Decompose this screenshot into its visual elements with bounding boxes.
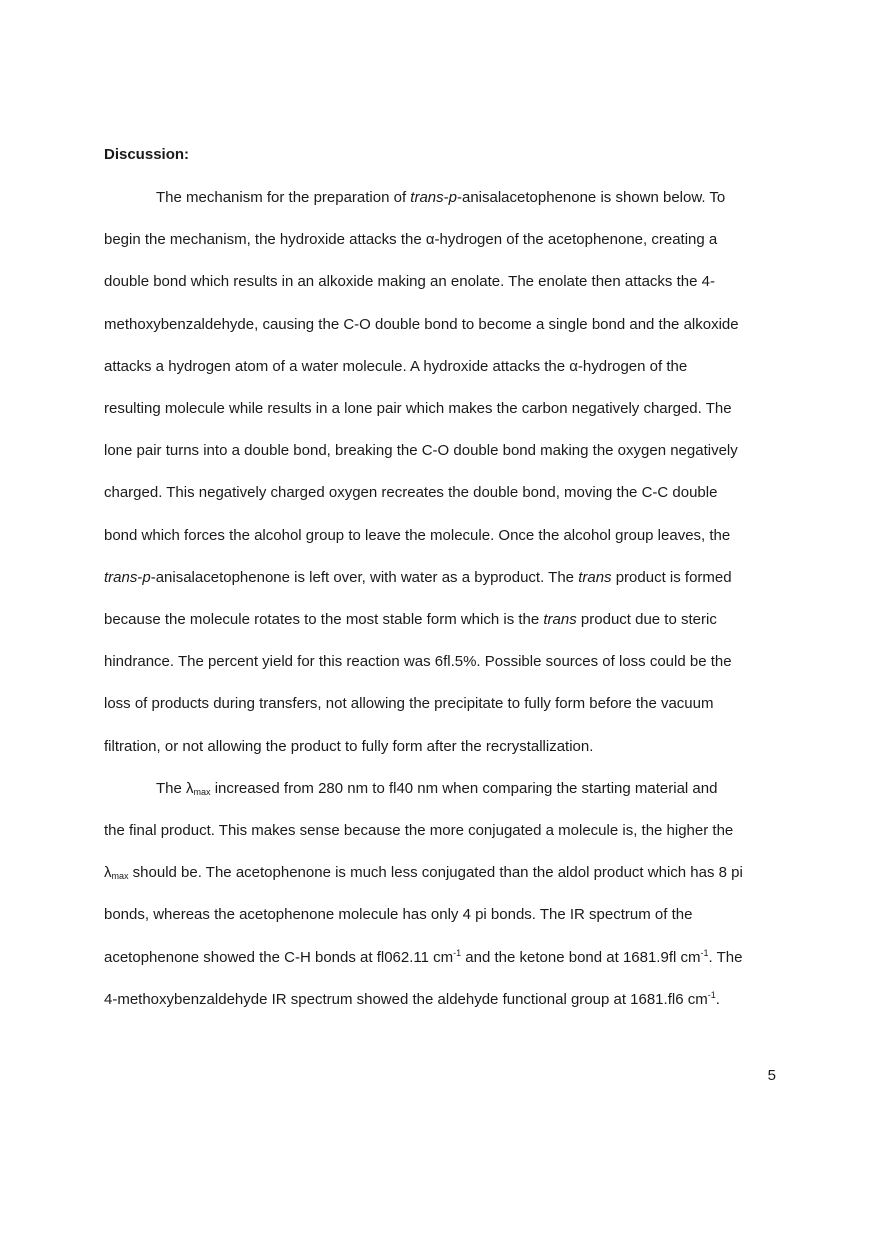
section-heading: Discussion: — [104, 146, 190, 163]
text-line: acetophenone showed the C-H bonds at fl062.11 $cm^{-1}$ and the ketone bond at 1681.9fl $cm^{-1}$. The — [104, 947, 743, 966]
text-line: loss of products during transfers, not allowing the precipitate to fully form before the vacuum — [104, 695, 714, 713]
text-line: The $\lambda_{max}$ increased from 280 nm to fl40 nm when comparing the starting material and — [156, 779, 718, 797]
text-line: 4-methoxybenzaldehyde IR spectrum showed the aldehyde functional group at 1681.fl6 $cm^{-1}$. — [104, 989, 720, 1008]
text-line: filtration, or not allowing the product to fully form after the recrystallization. — [104, 737, 594, 755]
text-line: hindrance. The percent yield for this reaction was 6fl.5%. Possible sources of loss could be the — [104, 653, 732, 671]
text-line: lone pair turns into a double bond, breaking the C-O double bond making the oxygen negatively — [104, 442, 738, 460]
text-line: the final product. This makes sense because the more conjugated a molecule is, the higher the — [104, 822, 734, 840]
text-line: bond which forces the alcohol group to leave the molecule. Once the alcohol group leaves, the — [104, 526, 731, 544]
text-line: begin the mechanism, the hydroxide attacks the α-hydrogen of the acetophenone, creating a — [104, 231, 718, 249]
paragraph-mechanism — [104, 177, 778, 768]
text-line: resulting molecule while results in a lone pair which makes the carbon negatively charged. The — [104, 400, 732, 418]
text-line: The mechanism for the preparation of trans-p-anisalacetophenone is shown below. To — [156, 189, 726, 206]
text-line: double bond which results in an alkoxide making an enolate. The enolate then attacks the 4- — [104, 273, 715, 291]
text-line: methoxybenzaldehyde, causing the C-O double bond to become a single bond and the alkoxide — [104, 315, 739, 333]
page-number: 5 — [767, 1067, 776, 1084]
text-line: $\lambda_{max}$ should be. The acetophenone is much less conjugated than the aldol product which has 8 pi — [104, 864, 743, 882]
text-line: attacks a hydrogen atom of a water molecule. A hydroxide attacks the α-hydrogen of the — [104, 357, 688, 375]
text-line: bonds, whereas the acetophenone molecule has only 4 pi bonds. The IR spectrum of the — [104, 906, 693, 924]
text-line: trans-p-anisalacetophenone is left over, with water as a byproduct. The trans product is formed — [104, 568, 732, 586]
body-text — [104, 177, 778, 1021]
text-line: charged. This negatively charged oxygen recreates the double bond, moving the C-C double — [104, 484, 718, 502]
paragraph-uv-ir — [104, 768, 778, 1021]
text-line: because the molecule rotates to the most stable form which is the trans product due to steric — [104, 611, 717, 629]
